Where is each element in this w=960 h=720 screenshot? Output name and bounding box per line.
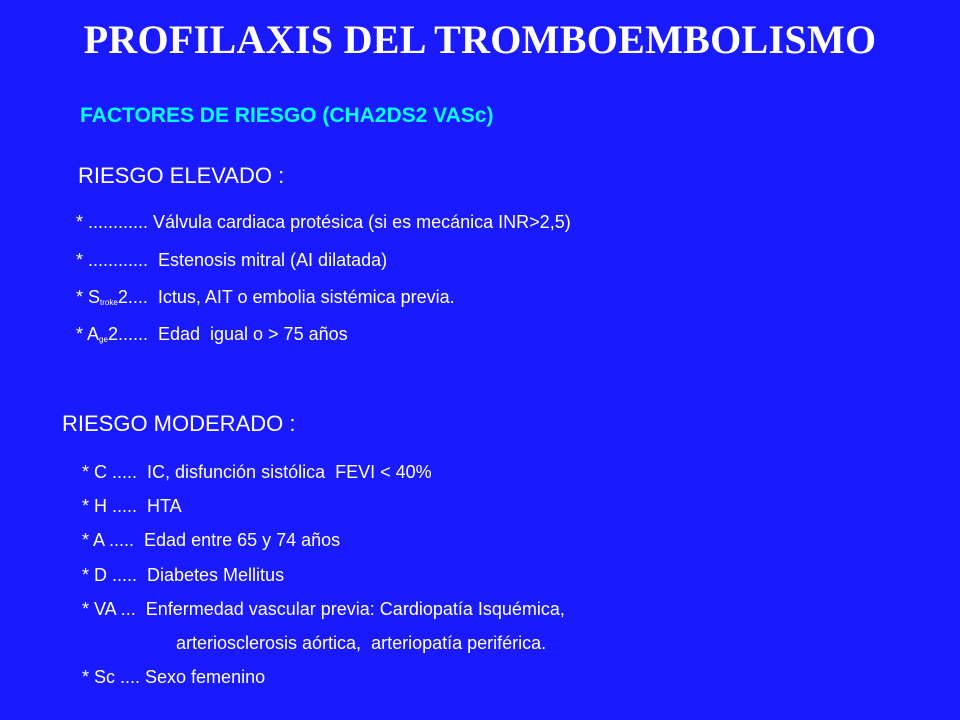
high-risk-heading: RIESGO ELEVADO : — [78, 163, 285, 188]
moderate-risk-item-age-range: * A ..... Edad entre 65 y 74 años — [82, 530, 341, 550]
slide-subtitle: FACTORES DE RIESGO (CHA2DS2 VASc) — [80, 104, 494, 127]
moderate-risk-item-diabetes: * D ..... Diabetes Mellitus — [82, 565, 285, 585]
high-risk-item-prosthetic-valve: * ............ Válvula cardiaca protésica (si es mecánica INR>2,5) — [76, 212, 571, 232]
high-risk-item-mitral-stenosis: * ............ Estenosis mitral (AI dilatada) — [76, 250, 388, 270]
age-rest: 2...... Edad igual o > 75 años — [107, 324, 348, 344]
age-prefix: * A — [76, 324, 100, 344]
moderate-risk-item-hypertension: * H ..... HTA — [82, 496, 182, 516]
moderate-risk-item-female-sex: * Sc .... Sexo femenino — [82, 667, 266, 687]
high-risk-item-age — [76, 324, 348, 345]
moderate-risk-heading: RIESGO MODERADO : — [62, 411, 296, 436]
stroke-subscript: troke — [100, 298, 118, 307]
moderate-risk-item-vascular-disease-continued: arteriosclerosis aórtica, arteriopatía periférica. — [176, 633, 547, 653]
moderate-risk-item-heart-failure: * C ..... IC, disfunción sistólica FEVI < 40% — [82, 462, 432, 482]
slide-title: PROFILAXIS DEL TROMBOEMBOLISMO — [83, 17, 877, 62]
high-risk-item-stroke — [76, 287, 455, 308]
moderate-risk-item-vascular-disease: * VA ... Enfermedad vascular previa: Cardiopatía Isquémica, — [82, 599, 565, 619]
age-subscript: ge — [99, 335, 108, 344]
stroke-rest: 2.... Ictus, AIT o embolia sistémica previa. — [117, 287, 455, 307]
stroke-prefix: * S — [76, 287, 101, 307]
